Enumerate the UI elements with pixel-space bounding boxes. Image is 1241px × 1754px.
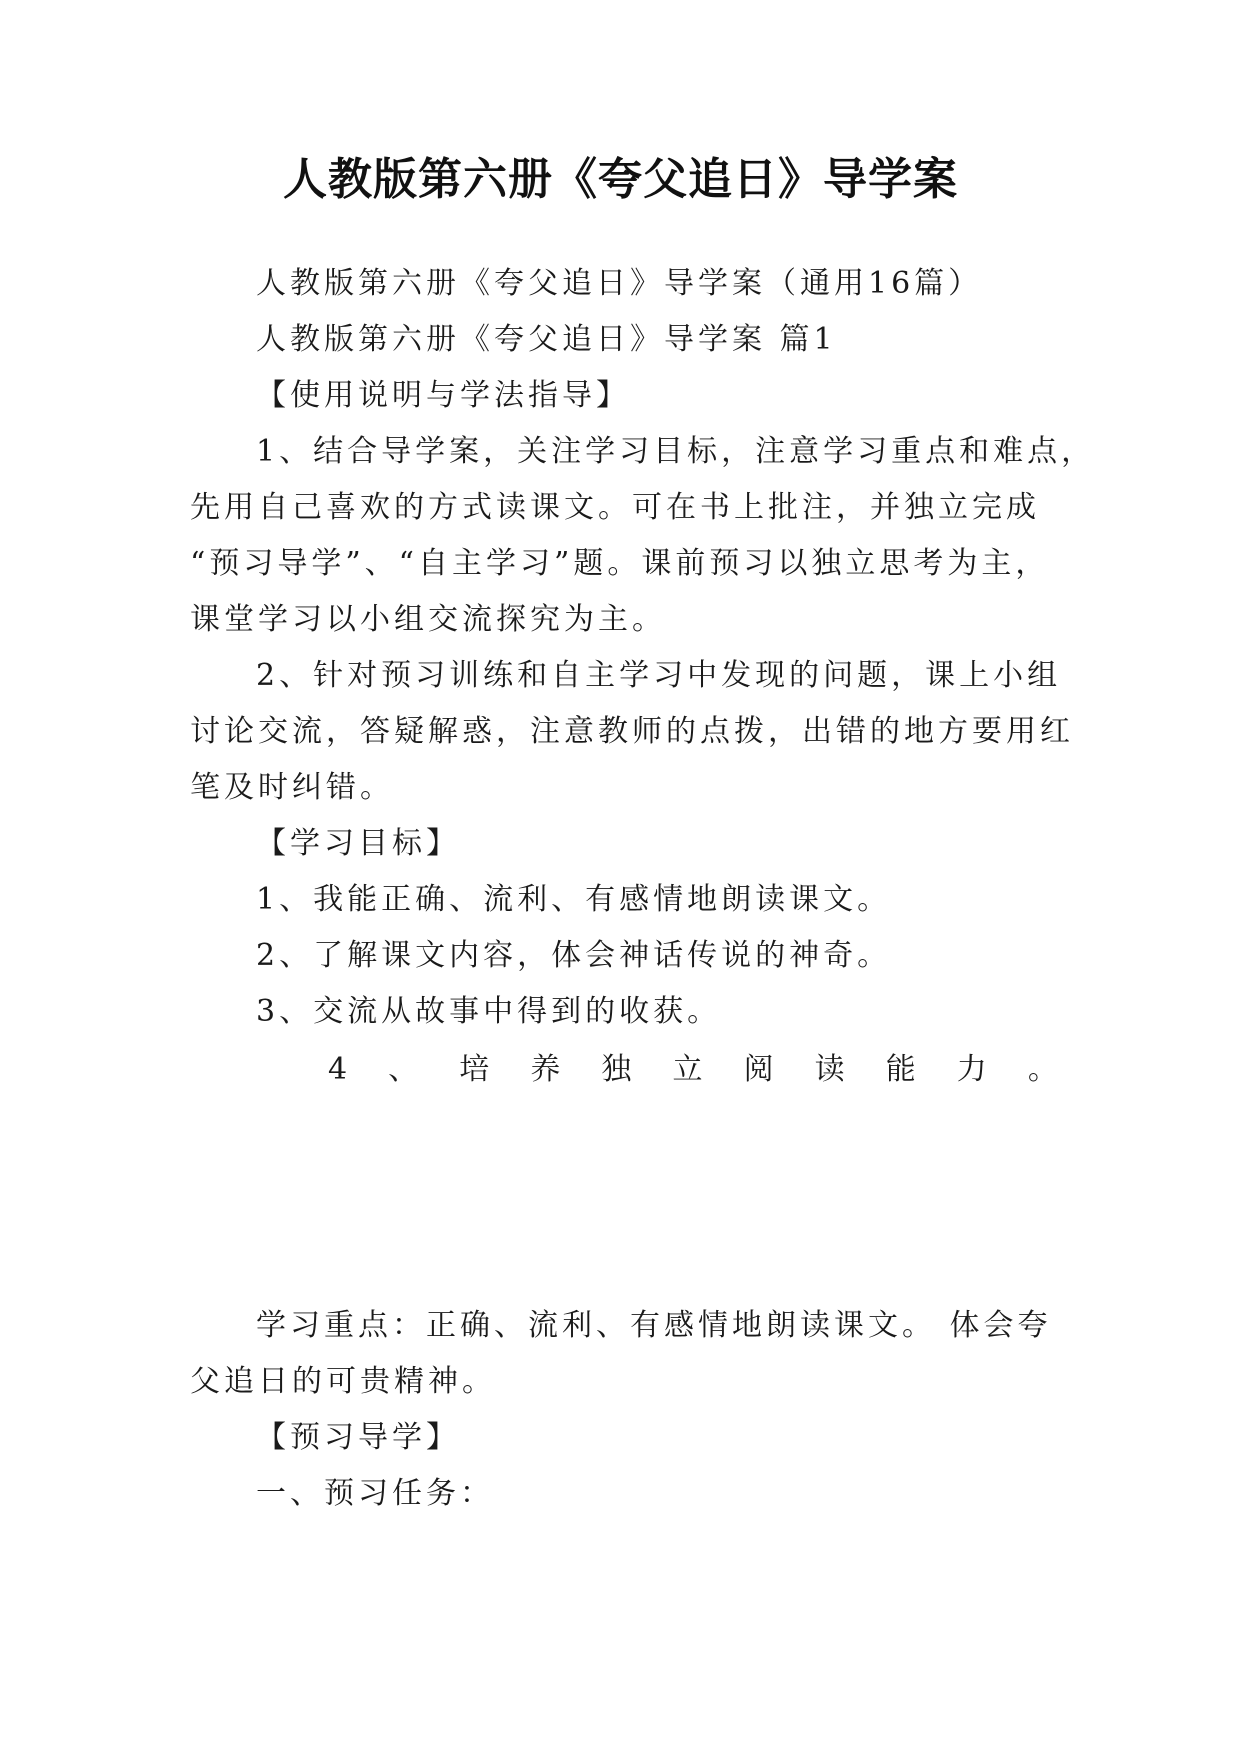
goal-4-char: 能 xyxy=(885,1052,916,1087)
goal-4-char: 立 xyxy=(672,1052,703,1087)
document-subtitle: 人教版第六册《夸父追日》导学案（通用16篇） xyxy=(256,266,983,301)
section-heading-preview: 【预习导学】 xyxy=(256,1420,460,1455)
goal-item: 3、交流从故事中得到的收获。 xyxy=(256,994,722,1029)
paragraph-line: 课堂学习以小组交流探究为主。 xyxy=(190,602,666,637)
key-points-line: 父追日的可贵精神。 xyxy=(190,1364,496,1399)
goal-4-char: 阅 xyxy=(743,1052,774,1087)
goal-4-char: 培 xyxy=(459,1052,490,1087)
goal-4-char: 独 xyxy=(601,1052,632,1087)
goal-4-char: 、 xyxy=(388,1052,419,1087)
goal-4-char: 。 xyxy=(1027,1052,1058,1087)
section-heading-goals: 【学习目标】 xyxy=(256,826,460,861)
goal-4-char: 4 xyxy=(328,1052,348,1087)
paragraph-line: 1、结合导学案，关注学习目标，注意学习重点和难点， xyxy=(256,434,1096,469)
paragraph-line: 2、针对预习训练和自主学习中发现的问题，课上小组 xyxy=(256,658,1062,693)
part-heading: 人教版第六册《夸父追日》导学案 篇1 xyxy=(256,322,837,357)
paragraph-line: 先用自己喜欢的方式读课文。可在书上批注，并独立完成 xyxy=(190,490,1040,525)
goal-item: 2、了解课文内容，体会神话传说的神奇。 xyxy=(256,938,892,973)
goal-4-char: 养 xyxy=(530,1052,561,1087)
goal-4-char: 读 xyxy=(814,1052,845,1087)
section-heading-usage: 【使用说明与学法指导】 xyxy=(256,378,630,413)
paragraph-line: 讨论交流，答疑解惑，注意教师的点拨，出错的地方要用红 xyxy=(190,714,1074,749)
preview-task-heading: 一、预习任务： xyxy=(256,1476,494,1511)
goal-4-char: 力 xyxy=(956,1052,987,1087)
document-title: 人教版第六册《夸父追日》导学案 xyxy=(283,154,958,205)
paragraph-line: 笔及时纠错。 xyxy=(190,770,394,805)
key-points-line: 学习重点：正确、流利、有感情地朗读课文。 体会夸 xyxy=(256,1308,1052,1343)
goal-item: 1、我能正确、流利、有感情地朗读课文。 xyxy=(256,882,892,917)
paragraph-line: “预习导学”、“自主学习”题。课前预习以独立思考为主， xyxy=(190,546,1050,581)
goal-item-spread xyxy=(328,1050,1058,1090)
